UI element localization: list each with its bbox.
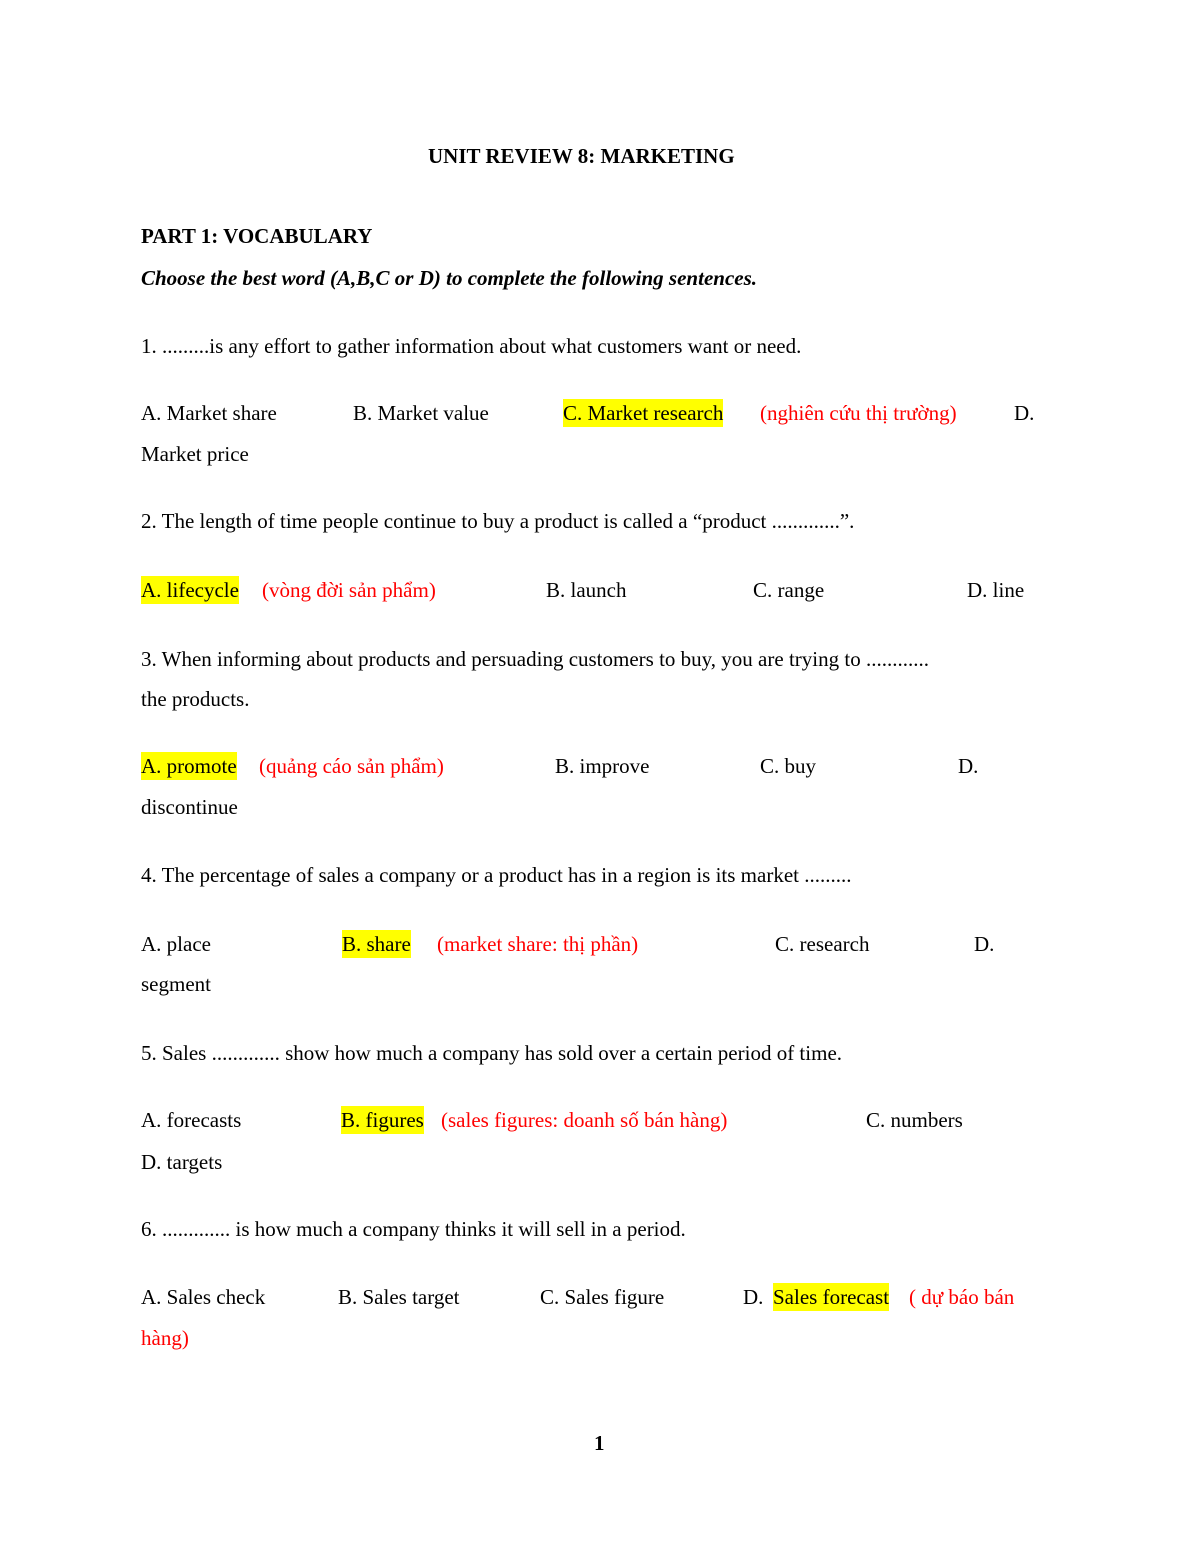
question-6-stem: 6. ............. is how much a company thinks it will sell in a period. (141, 1217, 686, 1241)
q1-answer-note: (nghiên cứu thị trường) (760, 401, 957, 425)
q3-option-d: D. (958, 754, 979, 778)
q6-option-d-answer: Sales forecast (773, 1285, 890, 1309)
q5-option-a: A. forecasts (141, 1108, 242, 1132)
q1-option-c-answer: C. Market research (563, 401, 724, 425)
q1-option-a: A. Market share (141, 401, 277, 425)
q6-option-b: B. Sales target (338, 1285, 460, 1309)
q4-option-d: D. (974, 932, 995, 956)
question-3-stem-cont: the products. (141, 687, 250, 711)
part-heading: PART 1: VOCABULARY (141, 224, 373, 248)
q6-answer-note-cont: hàng) (141, 1326, 189, 1350)
question-2-stem: 2. The length of time people continue to buy a product is called a “product .............”. (141, 509, 855, 533)
question-1-stem: 1. .........is any effort to gather information about what customers want or need. (141, 334, 802, 358)
q3-option-c: C. buy (760, 754, 817, 778)
q6-option-c: C. Sales figure (540, 1285, 665, 1309)
q1-option-d: D. (1014, 401, 1035, 425)
page-number: 1 (594, 1431, 605, 1455)
q3-answer-note: (quảng cáo sản phẩm) (259, 754, 444, 778)
question-3-stem: 3. When informing about products and persuading customers to buy, you are trying to ............ (141, 647, 929, 671)
q3-option-d-text: discontinue (141, 795, 238, 819)
q5-option-c: C. numbers (866, 1108, 963, 1132)
q6-option-a: A. Sales check (141, 1285, 266, 1309)
q2-option-d: D. line (967, 578, 1025, 602)
q3-option-a-answer: A. promote (141, 754, 237, 778)
q6-option-d: D. (743, 1285, 764, 1309)
q4-option-c: C. research (775, 932, 870, 956)
q4-answer-note: (market share: thị phần) (437, 932, 639, 956)
q4-option-a: A. place (141, 932, 211, 956)
question-4-stem: 4. The percentage of sales a company or a product has in a region is its market ......... (141, 863, 852, 887)
q2-answer-note: (vòng đời sản phẩm) (262, 578, 436, 602)
question-5-stem: 5. Sales ............. show how much a company has sold over a certain period of time. (141, 1041, 843, 1065)
q2-option-c: C. range (753, 578, 825, 602)
q4-option-b-answer: B. share (342, 932, 411, 956)
q2-option-b: B. launch (546, 578, 627, 602)
instruction: Choose the best word (A,B,C or D) to complete the following sentences. (141, 266, 758, 290)
q1-option-d-text: Market price (141, 442, 249, 466)
document-title: UNIT REVIEW 8: MARKETING (428, 144, 735, 168)
q5-option-b-answer: B. figures (341, 1108, 424, 1132)
q1-option-b: B. Market value (353, 401, 489, 425)
q4-option-d-text: segment (141, 972, 211, 996)
q6-answer-note: ( dự báo bán (909, 1285, 1015, 1309)
q3-option-b: B. improve (555, 754, 650, 778)
q5-option-d: D. targets (141, 1150, 223, 1174)
q5-answer-note: (sales figures: doanh số bán hàng) (441, 1108, 728, 1132)
q2-option-a-answer: A. lifecycle (141, 578, 239, 602)
